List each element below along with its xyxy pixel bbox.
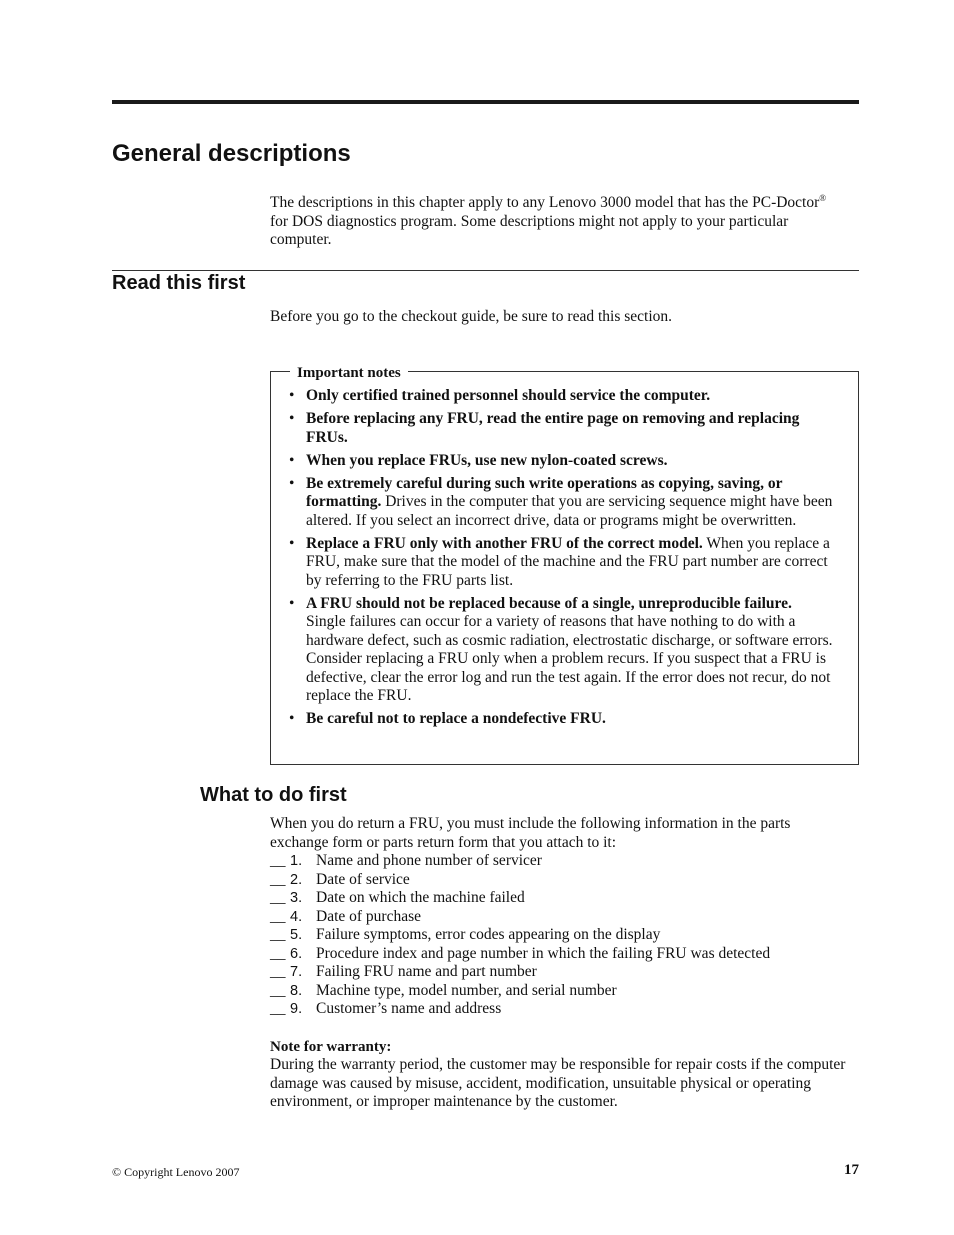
checklist-number: 1.: [290, 853, 303, 869]
checklist-number: 6.: [290, 945, 303, 962]
checklist-item: [270, 852, 770, 871]
checklist-item: [270, 1000, 770, 1019]
checklist-number: 4.: [290, 908, 303, 925]
bullet: •: [289, 710, 295, 727]
checklist-number: 9.: [290, 1001, 303, 1017]
note-item: [287, 595, 833, 706]
read-this-first-heading: Read this first: [112, 272, 246, 294]
checklist-item: [270, 889, 770, 908]
note-text: When you replace a FRU, make sure that the model of the machine and the FRU part number are correct by referring to the FRU parts list.: [306, 534, 830, 589]
what-to-do-first-paragraph: When you do return a FRU, you must include the following information in the parts exchange form or parts return form that you attach to it:: [270, 815, 791, 851]
what-to-do-first-heading: What to do first: [200, 784, 347, 806]
section-rule: [112, 270, 859, 271]
bullet: •: [289, 534, 295, 552]
note-item: [287, 710, 833, 729]
checklist-text: Procedure index and page number in which the failing FRU was detected: [316, 944, 771, 962]
important-notes-list: [287, 387, 833, 733]
checklist-text: Date of service: [316, 870, 410, 888]
bullet: •: [289, 451, 295, 469]
note-bold: Only certified trained personnel should service the computer.: [306, 387, 711, 404]
note-item: [287, 452, 833, 471]
checklist-item: [270, 963, 770, 982]
note-item: [287, 535, 833, 591]
checklist-blank: __: [270, 981, 286, 999]
checklist-blank: __: [270, 852, 286, 869]
important-notes-label: Important notes: [290, 364, 408, 382]
checklist-blank: __: [270, 907, 286, 925]
checklist-text: Failure symptoms, error codes appearing on the display: [316, 926, 661, 943]
checklist-text: Customer’s name and address: [316, 1000, 502, 1017]
checklist-text: Machine type, model number, and serial number: [316, 981, 617, 999]
checklist-blank: __: [270, 944, 286, 962]
note-item: [287, 475, 833, 531]
checklist-text: Name and phone number of servicer: [316, 852, 542, 869]
warranty-note-text: During the warranty period, the customer may be responsible for repair costs if the computer damage was caused by misuse, accident, modification, unsuitable physical or operating environment, or improper maintenance by the customer.: [270, 1056, 846, 1110]
checklist-item: [270, 982, 770, 1001]
checklist-item: [270, 926, 770, 945]
bullet: •: [289, 594, 295, 612]
checklist-blank: __: [270, 889, 286, 906]
checklist-blank: __: [270, 926, 286, 943]
note-bold: Replace a FRU only with another FRU of the correct model.: [306, 534, 703, 552]
checklist-blank: __: [270, 870, 286, 888]
checklist-number: 8.: [290, 982, 303, 999]
note-item: [287, 387, 833, 406]
intro-paragraph: [270, 194, 845, 250]
checklist-text: Failing FRU name and part number: [316, 963, 537, 980]
note-bold: When you replace FRUs, use new nylon-coated screws.: [306, 451, 668, 469]
bullet: •: [289, 410, 295, 427]
checklist-number: 7.: [290, 964, 303, 980]
note-text: Single failures can occur for a variety of reasons that have nothing to do with a hardware defect, such as cosmic radiation, electrostatic discharge, or software errors. Consider replacing a FRU only when a problem recurs. If you suspect that a FRU is defective, clear the error log and run the test again. If the error does not recur, do not replace the FRU.: [306, 613, 833, 704]
top-rule: [112, 100, 859, 104]
checklist-number: 3.: [290, 890, 303, 906]
registered-mark: ®: [819, 193, 827, 203]
bullet: •: [289, 474, 295, 492]
note-bold: Be extremely careful during such write operations as copying, saving, or formatting.: [306, 474, 783, 510]
checklist-number: 5.: [290, 927, 303, 943]
note-text: Drives in the computer that you are servicing sequence might have been altered. If you select an incorrect drive, data or programs might be overwritten.: [306, 493, 833, 529]
checklist-blank: __: [270, 1000, 286, 1017]
bullet: •: [289, 387, 295, 404]
checklist-item: [270, 871, 770, 890]
copyright-footer: © Copyright Lenovo 2007: [112, 1165, 240, 1179]
checklist-blank: __: [270, 963, 286, 980]
checklist-item: [270, 945, 770, 964]
page-number: 17: [844, 1162, 859, 1178]
intro-text-before: The descriptions in this chapter apply to any Lenovo 3000 model that has the PC-Doctor: [270, 194, 820, 211]
checklist-number: 2.: [290, 871, 303, 888]
warranty-note-title: Note for warranty:: [270, 1039, 392, 1055]
checklist-text: Date of purchase: [316, 907, 422, 925]
note-bold: A FRU should not be replaced because of a single, unreproducible failure.: [306, 594, 792, 612]
return-checklist: [270, 852, 770, 1019]
checklist-text: Date on which the machine failed: [316, 889, 525, 906]
note-bold: Before replacing any FRU, read the entire page on removing and replacing FRUs.: [306, 410, 800, 446]
intro-text-after: for DOS diagnostics program. Some descriptions might not apply to your particular computer.: [270, 212, 789, 248]
page-title: General descriptions: [112, 140, 351, 167]
note-item: [287, 410, 833, 447]
checklist-item: [270, 908, 770, 927]
read-this-first-paragraph: Before you go to the checkout guide, be sure to read this section.: [270, 308, 673, 325]
note-bold: Be careful not to replace a nondefective FRU.: [306, 710, 606, 727]
